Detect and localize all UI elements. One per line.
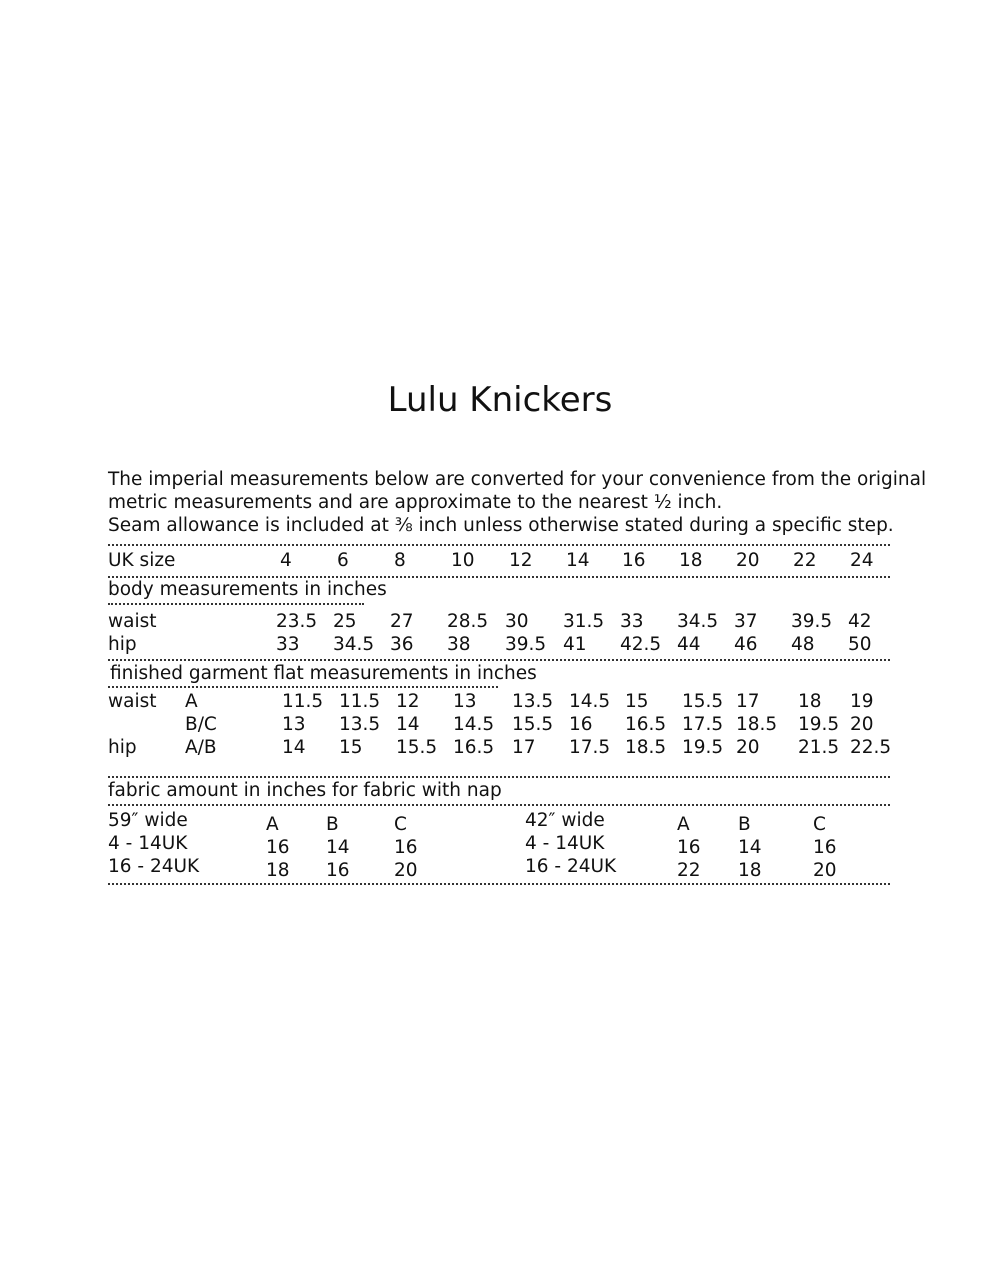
uk-size-value: 6 [337,550,349,571]
divider [108,544,890,546]
finished-measurement-value: 15 [339,737,363,758]
finished-measurement-value: 14.5 [569,691,611,712]
finished-measurement-value: 21.5 [798,737,840,758]
fabric-amount-value: 14 [326,837,350,858]
finished-measurement-value: 15 [625,691,649,712]
divider [108,804,890,806]
uk-size-value: 20 [736,550,760,571]
uk-size-value: 22 [793,550,817,571]
finished-measurement-value: 16.5 [625,714,667,735]
uk-size-value: 18 [679,550,703,571]
finished-variant-ab: A/B [185,737,217,758]
body-measurement-value: 33 [620,611,644,632]
body-measurement-value: 31.5 [563,611,605,632]
divider [108,603,364,605]
finished-measurement-value: 19.5 [798,714,840,735]
fabric-amount-value: 16 [677,837,701,858]
finished-measurement-value: 14 [282,737,306,758]
finished-measurement-value: 15.5 [396,737,438,758]
body-measurement-value: 33 [276,634,300,655]
body-measurement-value: 41 [563,634,587,655]
fabric-amount-heading: fabric amount in inches for fabric with nap [108,780,502,801]
body-measurement-value: 50 [848,634,872,655]
fabric-42-width-label: 42″ wide [525,810,605,831]
body-measurement-value: 39.5 [791,611,833,632]
finished-measurement-value: 14 [396,714,420,735]
intro-line-1: The imperial measurements below are converted for your convenience from the original [108,469,927,490]
finished-measurement-value: 17.5 [682,714,724,735]
finished-measurement-value: 17.5 [569,737,611,758]
uk-size-value: 14 [566,550,590,571]
body-measurement-value: 44 [677,634,701,655]
finished-measurement-value: 11.5 [282,691,324,712]
divider [108,576,890,578]
uk-size-value: 4 [280,550,292,571]
divider [108,776,890,778]
uk-size-value: 10 [451,550,475,571]
uk-size-label: UK size [108,550,176,571]
fabric-column-header: B [326,814,339,835]
uk-size-value: 8 [394,550,406,571]
fabric-column-header: C [813,814,826,835]
body-measurement-value: 39.5 [505,634,547,655]
finished-measurement-value: 13 [453,691,477,712]
fabric-amount-value: 16 [394,837,418,858]
finished-measurement-value: 17 [736,691,760,712]
finished-measurement-value: 15.5 [512,714,554,735]
body-measurement-value: 34.5 [333,634,375,655]
finished-hip-label: hip [108,737,137,758]
fabric-amount-value: 14 [738,837,762,858]
fabric-amount-value: 16 [266,837,290,858]
body-measurements-heading: body measurements in inches [108,579,387,600]
fabric-amount-value: 16 [813,837,837,858]
finished-measurement-value: 19 [850,691,874,712]
fabric-column-header: B [738,814,751,835]
body-hip-label: hip [108,634,137,655]
finished-measurement-value: 18 [798,691,822,712]
finished-variant-a: A [185,691,198,712]
fabric-amount-value: 20 [394,860,418,881]
fabric-amount-value: 20 [813,860,837,881]
page-title: Lulu Knickers [387,380,613,420]
divider [108,659,890,661]
uk-size-value: 24 [850,550,874,571]
finished-measurement-value: 16 [569,714,593,735]
body-measurement-value: 37 [734,611,758,632]
fabric-amount-value: 18 [266,860,290,881]
fabric-amount-value: 18 [738,860,762,881]
finished-measurement-value: 13 [282,714,306,735]
fabric-59-row-label: 16 - 24UK [108,856,200,877]
body-measurement-value: 25 [333,611,357,632]
finished-measurement-value: 18.5 [625,737,667,758]
body-measurement-value: 42 [848,611,872,632]
fabric-amount-value: 16 [326,860,350,881]
fabric-59-width-label: 59″ wide [108,810,188,831]
body-measurement-value: 30 [505,611,529,632]
finished-measurement-value: 20 [736,737,760,758]
finished-measurement-value: 20 [850,714,874,735]
fabric-42-row-label: 4 - 14UK [525,833,605,854]
body-measurement-value: 42.5 [620,634,662,655]
finished-variant-bc: B/C [185,714,217,735]
finished-measurements-heading: finished garment flat measurements in inches [110,663,537,684]
finished-waist-label: waist [108,691,157,712]
finished-measurement-value: 14.5 [453,714,495,735]
body-measurement-value: 46 [734,634,758,655]
finished-measurement-value: 12 [396,691,420,712]
uk-size-value: 12 [509,550,533,571]
body-measurement-value: 34.5 [677,611,719,632]
finished-measurement-value: 15.5 [682,691,724,712]
body-measurement-value: 23.5 [276,611,318,632]
fabric-column-header: A [677,814,690,835]
uk-size-value: 16 [622,550,646,571]
body-waist-label: waist [108,611,157,632]
finished-measurement-value: 19.5 [682,737,724,758]
fabric-42-row-label: 16 - 24UK [525,856,617,877]
body-measurement-value: 28.5 [447,611,489,632]
finished-measurement-value: 11.5 [339,691,381,712]
intro-line-3: Seam allowance is included at ⅜ inch unless otherwise stated during a specific step. [108,515,894,536]
body-measurement-value: 36 [390,634,414,655]
divider [108,686,498,688]
body-measurement-value: 38 [447,634,471,655]
finished-measurement-value: 13.5 [339,714,381,735]
fabric-amount-value: 22 [677,860,701,881]
finished-measurement-value: 17 [512,737,536,758]
fabric-column-header: A [266,814,279,835]
finished-measurement-value: 22.5 [850,737,892,758]
body-measurement-value: 27 [390,611,414,632]
finished-measurement-value: 13.5 [512,691,554,712]
body-measurement-value: 48 [791,634,815,655]
intro-line-2: metric measurements and are approximate to the nearest ½ inch. [108,492,723,513]
fabric-column-header: C [394,814,407,835]
divider [108,883,890,885]
finished-measurement-value: 18.5 [736,714,778,735]
finished-measurement-value: 16.5 [453,737,495,758]
fabric-59-row-label: 4 - 14UK [108,833,188,854]
